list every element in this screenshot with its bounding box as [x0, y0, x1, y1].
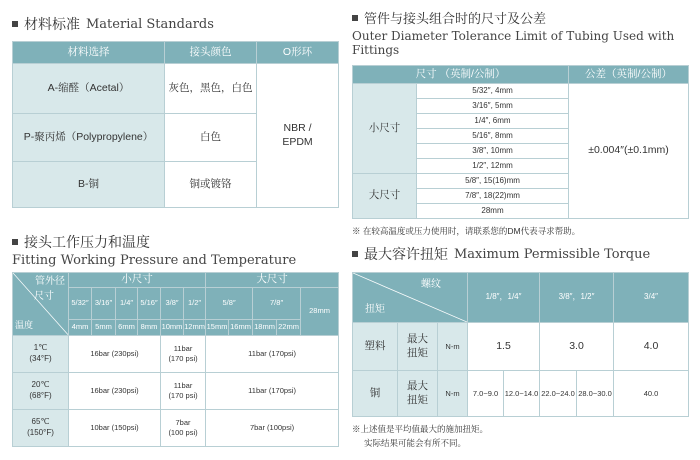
tolerance-value: ±0.004″(±0.1mm): [569, 84, 689, 219]
mm-cell: 22mm: [277, 319, 301, 335]
material-pp: P-聚丙烯（Polypropylene）: [13, 114, 165, 162]
col-header-material: 材料选择: [13, 42, 165, 64]
torque-value: 3.0: [540, 323, 614, 371]
torque-value: 22.0~24.0: [540, 371, 577, 417]
temp-f: (68°F): [29, 390, 52, 400]
torque-value: 28.0~30.0: [577, 371, 614, 417]
inch-cell: 3/8″: [161, 287, 184, 319]
label-line1: 最大: [407, 379, 428, 392]
pressure-bar: 11bar: [173, 380, 193, 390]
size-cell: 1/4″, 6mm: [417, 114, 569, 129]
pressure-psi: (170 psi): [168, 353, 198, 363]
pressure-bar: 11bar: [173, 343, 193, 353]
color-acetal: 灰色，黑色，白色: [165, 64, 257, 114]
inch-cell: 5/16″: [138, 287, 161, 319]
inch-cell: 1/4″: [116, 287, 138, 319]
mm-cell: 5mm: [92, 319, 116, 335]
pressure-psi: (100 psi): [168, 427, 198, 437]
pressure-cell: 11bar (170psi): [206, 335, 339, 372]
torque-note-2: 实际结果可能会有所不同。: [364, 438, 467, 448]
label-line2: 扭矩: [407, 393, 428, 406]
inch-cell: 5/32″: [69, 287, 92, 319]
heading-en: Outer Diameter Tolerance Limit of Tubing Used with Fittings: [352, 29, 675, 57]
col-header-tolerance: 公差（英制/公制）: [569, 66, 689, 84]
section-heading: [352, 244, 688, 264]
big-size-label: 大尺寸: [353, 174, 417, 219]
torque-section: [352, 244, 688, 449]
size-cell: 5/32″, 4mm: [417, 84, 569, 99]
bullet-square-icon: [12, 21, 18, 27]
tolerance-table: [352, 65, 689, 219]
oring-value: NBR / EPDM: [257, 64, 339, 208]
small-size-header: 小尺寸: [69, 273, 206, 288]
temp-c: 65℃: [31, 417, 50, 427]
heading-en: Fitting Working Pressure and Temperature: [12, 253, 297, 268]
unit-cell: N-m: [438, 323, 468, 371]
mm-cell: 28mm: [301, 287, 339, 335]
max-torque-label: [398, 323, 438, 371]
mm-cell: 10mm: [161, 319, 184, 335]
temp-cell: [13, 372, 69, 409]
max-torque-label: [398, 371, 438, 417]
mm-cell: 6mm: [116, 319, 138, 335]
material-acetal: A-缩醛（Acetal）: [13, 64, 165, 114]
torque-note-1: ※上述值是平均值最大的施加扭矩。: [352, 424, 489, 434]
size-cell: 3/8″, 10mm: [417, 144, 569, 159]
color-pp: 白色: [165, 114, 257, 162]
material-table: [12, 41, 339, 208]
bullet-square-icon: [352, 251, 358, 257]
torque-value: 1.5: [468, 323, 540, 371]
mm-cell: 12mm: [184, 319, 206, 335]
heading-cn: 最大容许扭矩: [364, 247, 448, 263]
col-header-color: 接头颜色: [165, 42, 257, 64]
thread-header: 3/4″: [614, 273, 689, 323]
inch-cell: 1/2″: [184, 287, 206, 319]
torque-value: 7.0~9.0: [468, 371, 504, 417]
inch-cell: 7/8″: [253, 287, 301, 319]
size-cell: 7/8″, 18(22)mm: [417, 189, 569, 204]
heading-en: Material Standards: [86, 16, 214, 32]
thread-header: 1/8″，1/4″: [468, 273, 540, 323]
torque-value: 4.0: [614, 323, 689, 371]
material-standards-section: [12, 14, 338, 208]
tolerance-note: ※ 在较高温度或压力使用时，请联系您的DM代表寻求帮助。: [352, 226, 581, 236]
pressure-cell: 10bar (150psi): [69, 409, 161, 446]
pressure-psi: (170 psi): [168, 390, 198, 400]
heading-cn: 管件与接头组合时的尺寸及公差: [364, 12, 547, 27]
bullet-square-icon: [12, 239, 18, 245]
bullet-square-icon: [352, 15, 358, 21]
color-copper: 铜或镀铬: [165, 162, 257, 208]
heading-cn: 接头工作压力和温度: [24, 235, 150, 251]
corner-top-label: 螺纹: [421, 279, 442, 290]
size-cell: 5/8″, 15(16)mm: [417, 174, 569, 189]
pressure-cell: [161, 372, 206, 409]
temp-cell: [13, 409, 69, 446]
heading-cn: 材料标准: [24, 17, 80, 33]
section-heading: [12, 232, 338, 252]
mm-cell: 4mm: [69, 319, 92, 335]
pressure-cell: 11bar (170psi): [206, 372, 339, 409]
heading-en: Maximum Permissible Torque: [454, 246, 651, 262]
inch-cell: 5/8″: [206, 287, 253, 319]
inch-cell: 3/16″: [92, 287, 116, 319]
pressure-bar: 7bar: [175, 417, 191, 427]
temp-f: (150°F): [27, 427, 54, 437]
corner-bot-label: 扭矩: [365, 304, 385, 315]
mm-cell: 18mm: [253, 319, 277, 335]
size-cell: 1/2″, 12mm: [417, 159, 569, 174]
unit-cell: N-m: [438, 371, 468, 417]
torque-value: 40.0: [614, 371, 689, 417]
section-heading: [12, 14, 338, 34]
material-copper: 铜: [353, 371, 398, 417]
torque-table: [352, 272, 689, 417]
corner-header: [13, 273, 69, 336]
big-size-header: 大尺寸: [206, 273, 339, 288]
col-header-size: 尺寸 （英制/公制）: [353, 66, 569, 84]
mm-cell: 16mm: [229, 319, 253, 335]
material-copper: B-铜: [13, 162, 165, 208]
pressure-cell: 16bar (230psi): [69, 335, 161, 372]
col-header-oring: O形环: [257, 42, 339, 64]
material-plastic: 塑料: [353, 323, 398, 371]
temp-cell: [13, 335, 69, 372]
corner-mid-label: 尺寸: [34, 291, 54, 302]
temp-c: 20℃: [31, 380, 50, 390]
label-line2: 扭矩: [407, 346, 428, 359]
pressure-cell: [161, 409, 206, 446]
corner-top-label: 管外径: [35, 276, 65, 287]
mm-cell: 15mm: [206, 319, 229, 335]
section-heading: [352, 8, 688, 27]
corner-bot-label: 温度: [15, 319, 34, 330]
pressure-cell: [161, 335, 206, 372]
small-size-label: 小尺寸: [353, 84, 417, 174]
mm-cell: 8mm: [138, 319, 161, 335]
temp-f: (34°F): [29, 353, 52, 363]
pressure-cell: 16bar (230psi): [69, 372, 161, 409]
corner-header: [353, 273, 468, 323]
size-cell: 5/16″, 8mm: [417, 129, 569, 144]
label-line1: 最大: [407, 332, 428, 345]
thread-header: 3/8″，1/2″: [540, 273, 614, 323]
pressure-cell: 7bar (100psi): [206, 409, 339, 446]
torque-value: 12.0~14.0: [504, 371, 540, 417]
size-cell: 28mm: [417, 204, 569, 219]
temp-c: 1℃: [33, 343, 48, 353]
pressure-temperature-section: [12, 232, 338, 447]
size-cell: 3/16″, 5mm: [417, 99, 569, 114]
pressure-table: [12, 272, 339, 447]
tolerance-section: [352, 8, 688, 237]
